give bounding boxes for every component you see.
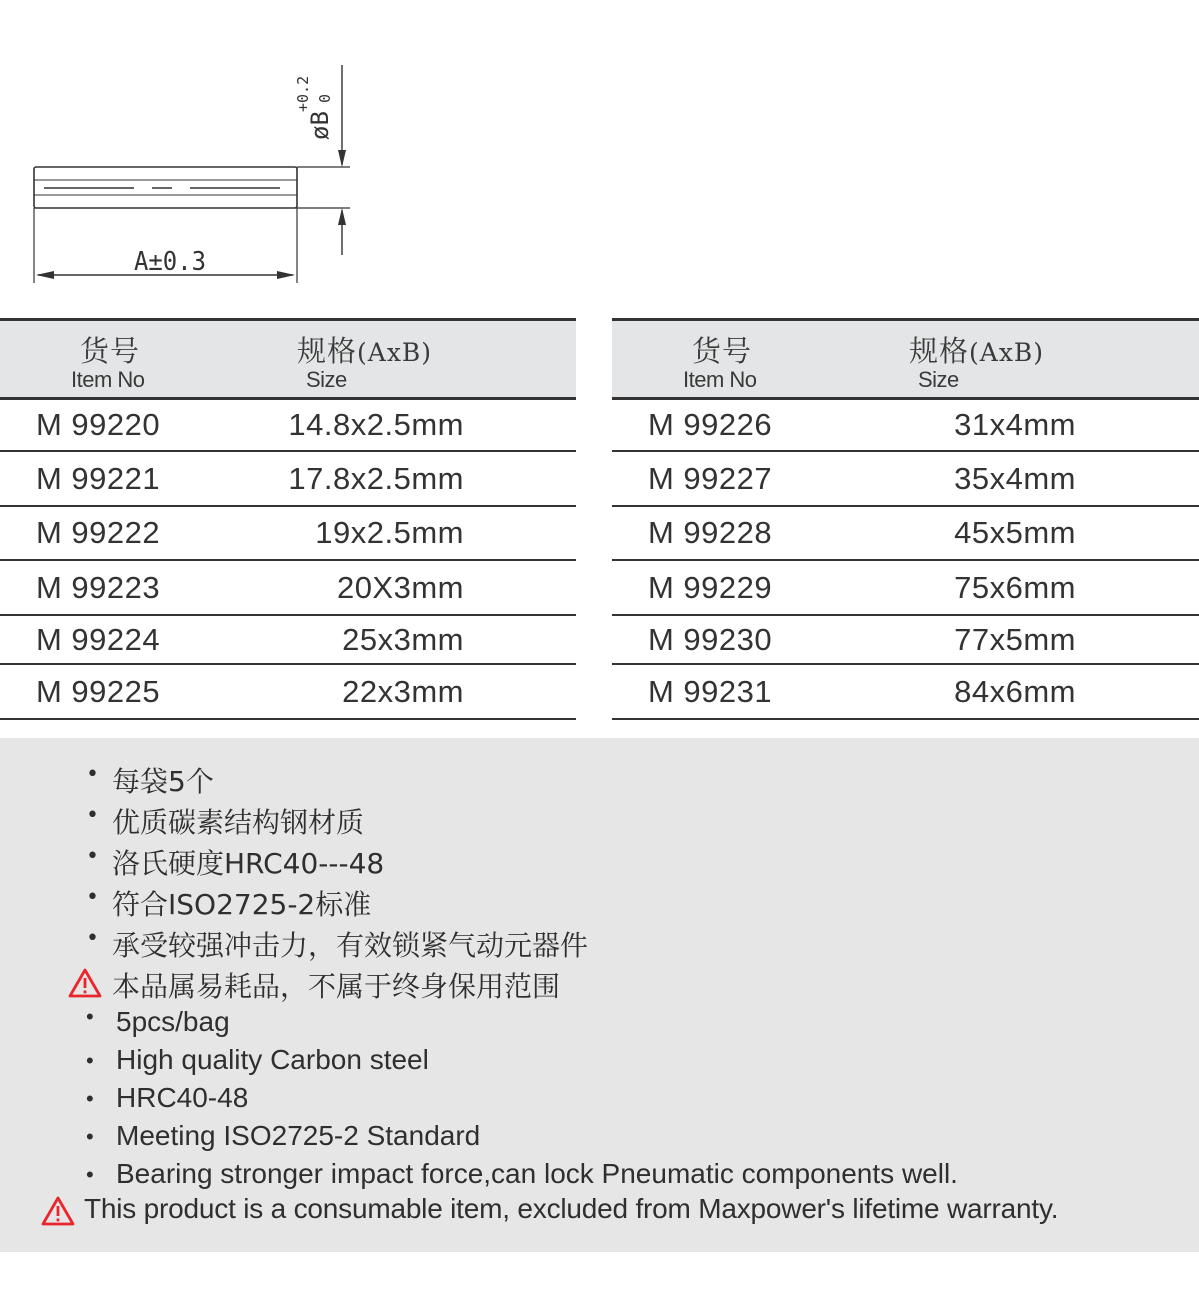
length-label: A±0.3 (134, 247, 206, 277)
header-item-cn: 货号 (692, 336, 753, 368)
warning-cn: 本品属易耗品，不属于终身保用范围 (112, 965, 560, 1005)
table-row: M 99228 45x5mm (612, 507, 1199, 561)
warning-icon (68, 968, 102, 998)
diameter-label: øB (306, 111, 334, 140)
header-size-en: Size (306, 367, 347, 392)
table-row: M 99227 35x4mm (612, 452, 1199, 507)
warning-icon (41, 1196, 75, 1226)
header-size-paren: (AxB) (969, 338, 1045, 367)
header-item-en: Item No (683, 367, 757, 392)
note-en-2: • High quality Carbon steel (86, 1044, 429, 1075)
header-size-en: Size (918, 367, 959, 392)
table-row: M 99223 20X3mm (0, 561, 576, 616)
pin-technical-drawing (0, 0, 400, 300)
table-header (0, 318, 576, 400)
note-en-1: • 5pcs/bag (86, 1004, 230, 1037)
table-row: M 99225 22x3mm (0, 665, 576, 720)
tolerance-lower: 0 (316, 93, 334, 103)
spec-table-right (612, 318, 1199, 720)
header-item-cn: 货号 (80, 336, 141, 368)
table-row: M 99230 77x5mm (612, 616, 1199, 665)
table-row: M 99222 19x2.5mm (0, 507, 576, 561)
header-size-paren: (AxB) (357, 338, 433, 367)
note-en-4: • Meeting ISO2725-2 Standard (86, 1120, 481, 1151)
note-cn-2: • 优质碳素结构钢材质 (86, 803, 365, 839)
spec-table-left (0, 318, 576, 720)
table-header (612, 318, 1199, 400)
note-cn-3: • 洛氏硬度HRC40---48 (86, 844, 385, 880)
table-row: M 99229 75x6mm (612, 561, 1199, 616)
warning-en: This product is a consumable item, excluded from Maxpower's lifetime warranty. (84, 1193, 1058, 1225)
table-row: M 99220 14.8x2.5mm (0, 400, 576, 452)
table-row: M 99231 84x6mm (612, 665, 1199, 720)
note-cn-5: • 承受较强冲击力，有效锁紧气动元器件 (86, 926, 589, 962)
table-row: M 99221 17.8x2.5mm (0, 452, 576, 507)
note-en-3: • HRC40-48 (86, 1082, 249, 1113)
note-en-5: • Bearing stronger impact force,can lock Pneumatic components well. (86, 1158, 958, 1189)
tolerance-upper: +0.2 (294, 75, 312, 112)
header-item-en: Item No (71, 367, 145, 392)
header-size-cn: 规格(AxB) (909, 336, 1045, 368)
notes-panel (0, 738, 1199, 1252)
table-row: M 99224 25x3mm (0, 616, 576, 665)
note-cn-4: • 符合ISO2725-2标准 (86, 885, 372, 921)
header-size-cn: 规格(AxB) (297, 336, 433, 368)
note-cn-1: • 每袋5个 (86, 762, 214, 798)
table-row: M 99226 31x4mm (612, 400, 1199, 452)
